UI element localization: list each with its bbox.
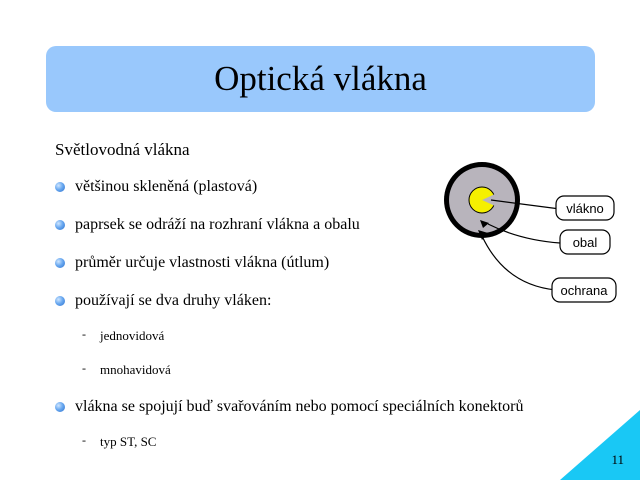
leader-line-ochrana bbox=[482, 236, 556, 290]
bullet-text: vlákna se spojují buď svařováním nebo pomocí speciálních konektorů bbox=[75, 398, 524, 415]
slide-subtitle: Světlovodná vlákna bbox=[55, 140, 190, 159]
dash-icon: - bbox=[82, 327, 86, 341]
dash-icon: - bbox=[82, 433, 86, 447]
label-obal: obal bbox=[572, 235, 598, 250]
page-number: 11 bbox=[611, 452, 624, 467]
sub-bullet-text: typ ST, SC bbox=[100, 434, 157, 449]
bullet-text: paprsek se odráží na rozhraní vlákna a obalu bbox=[75, 216, 360, 233]
bullet-text: používají se dva druhy vláken: bbox=[75, 292, 272, 309]
slide-title: Optická vlákna bbox=[214, 59, 427, 98]
corner-decoration bbox=[560, 410, 640, 480]
sub-bullet-text: mnohavidová bbox=[100, 362, 171, 377]
dash-icon: - bbox=[82, 361, 86, 375]
bullet-text: průměr určuje vlastnosti vlákna (útlum) bbox=[75, 254, 330, 271]
label-vlakno: vlákno bbox=[566, 201, 604, 216]
sub-bullet-text: jednovidová bbox=[100, 328, 165, 343]
bullet-text: většinou skleněná (plastová) bbox=[75, 178, 258, 195]
label-ochrana: ochrana bbox=[560, 283, 608, 298]
